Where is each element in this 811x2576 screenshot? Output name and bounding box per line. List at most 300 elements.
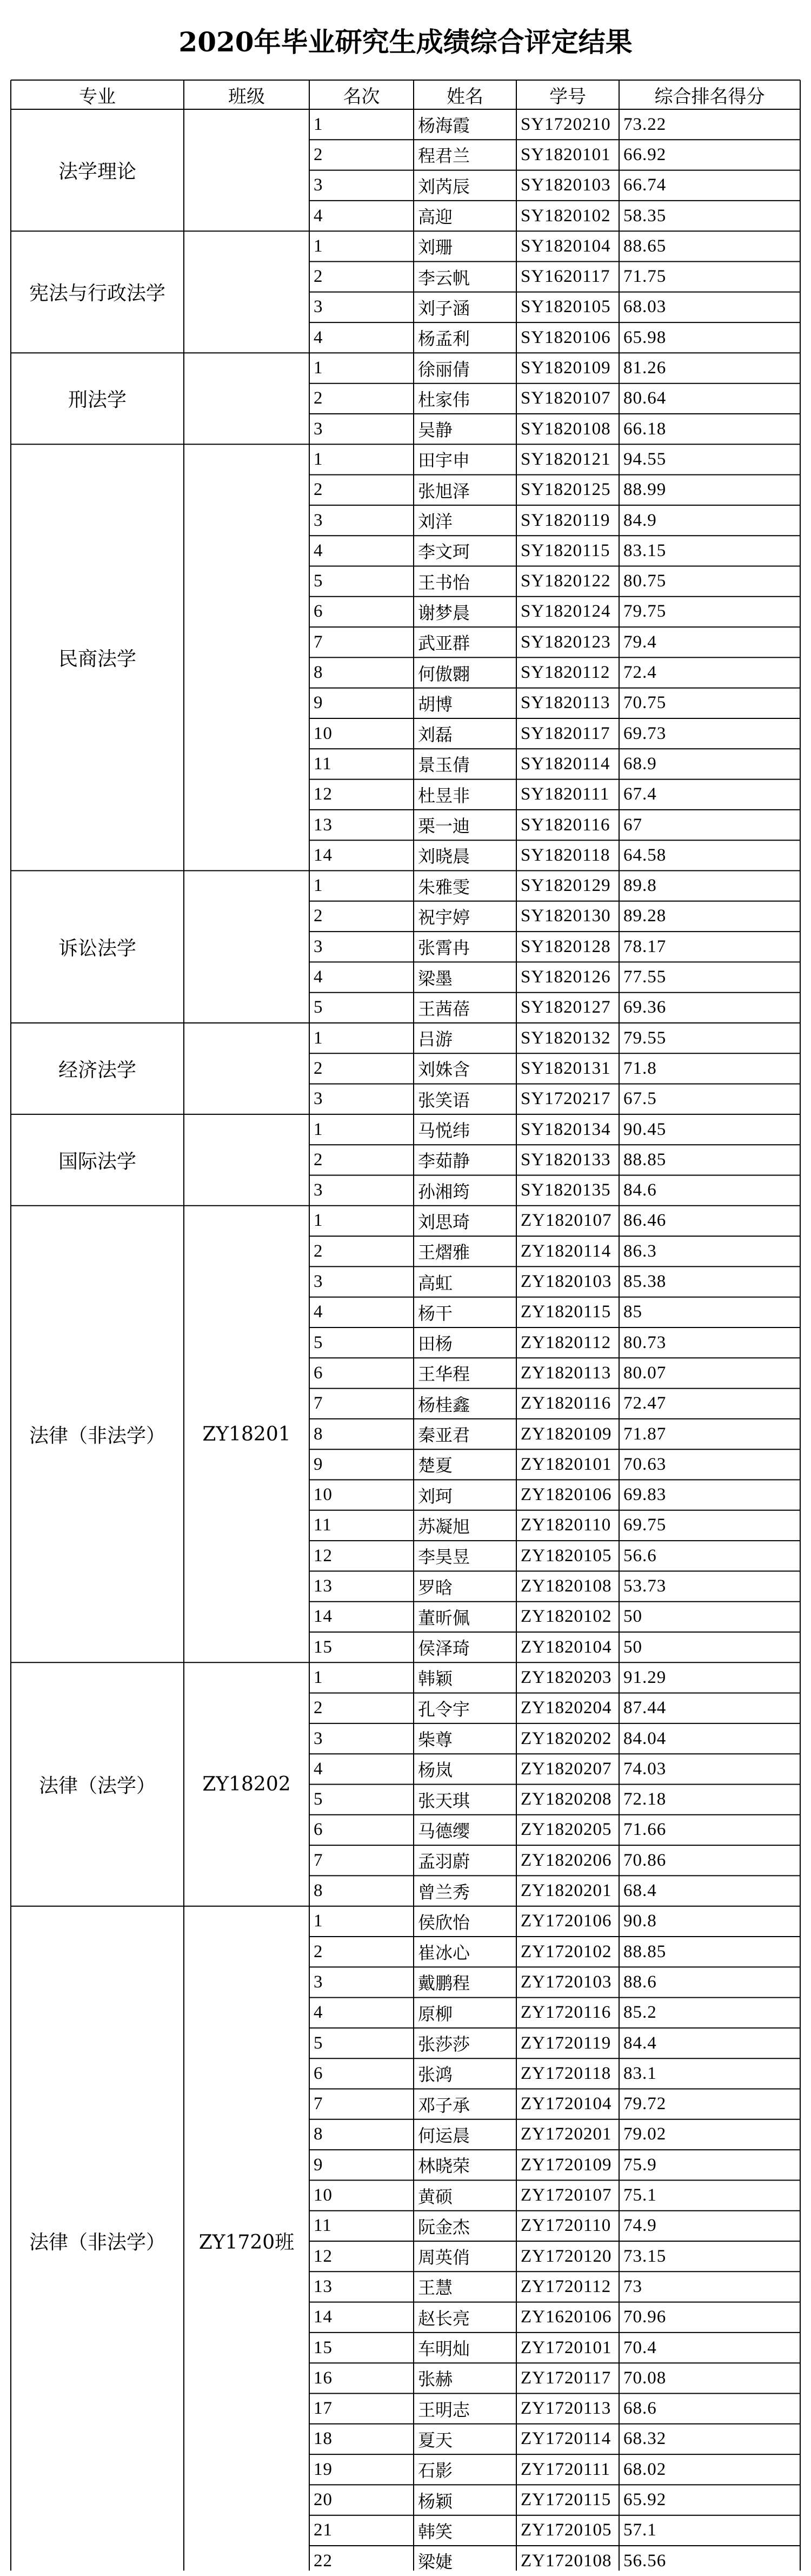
student-id-cell: ZY1820201 (521, 1881, 612, 1901)
student-id-cell: SY1820116 (521, 815, 610, 835)
rank-cell: 1 (314, 1028, 323, 1048)
rank-cell: 6 (314, 602, 323, 622)
rank-cell: 2 (314, 1241, 323, 1261)
rank-cell: 1 (314, 1911, 323, 1931)
rank-cell: 16 (314, 2368, 333, 2388)
rank-cell: 3 (314, 297, 323, 317)
student-id-cell: ZY1820116 (521, 1393, 611, 1414)
header-major: 专业 (79, 85, 116, 108)
score-cell: 75.1 (623, 2185, 657, 2205)
student-id-cell: SY1820106 (521, 327, 611, 347)
major-cell: 民商法学 (58, 648, 136, 670)
score-cell: 89.28 (623, 906, 667, 926)
score-cell: 89.8 (623, 876, 657, 896)
score-cell: 70.4 (623, 2337, 657, 2357)
score-cell: 73.22 (623, 114, 667, 134)
score-cell: 70.08 (623, 2368, 667, 2388)
rank-cell: 8 (314, 1424, 323, 1444)
name-cell: 孔令宇 (418, 1699, 470, 1720)
score-cell: 71.87 (623, 1424, 667, 1444)
rank-cell: 13 (314, 1576, 333, 1596)
name-cell: 武亚群 (418, 633, 470, 654)
score-cell: 79.55 (623, 1028, 667, 1048)
name-cell: 刘子涵 (418, 298, 470, 319)
rank-cell: 4 (314, 206, 323, 226)
student-id-cell: ZY1720201 (521, 2124, 612, 2144)
student-id-cell: ZY1720107 (521, 2185, 612, 2205)
student-id-cell: ZY1720118 (521, 2063, 611, 2083)
student-id-cell: SY1820115 (521, 540, 610, 560)
student-id-cell: ZY1820204 (521, 1698, 612, 1718)
student-id-cell: SY1820126 (521, 967, 611, 987)
student-id-cell: SY1820122 (521, 571, 611, 591)
class-cell (184, 1114, 309, 1206)
score-cell: 71.8 (623, 1058, 657, 1078)
rank-cell: 2 (314, 267, 323, 287)
name-cell: 邓子承 (418, 2095, 470, 2116)
name-cell: 秦亚君 (418, 1425, 470, 1446)
student-id-cell: SY1720210 (521, 114, 611, 134)
rank-cell: 4 (314, 1759, 323, 1779)
name-cell: 董昕佩 (418, 1607, 470, 1628)
student-id-cell: SY1820124 (521, 602, 611, 622)
student-id-cell: ZY1720106 (521, 1911, 612, 1931)
student-id-cell: ZY1720112 (521, 2276, 611, 2296)
score-cell: 64.58 (623, 845, 667, 865)
score-cell: 69.36 (623, 998, 667, 1018)
student-id-cell: ZY1820105 (521, 1545, 612, 1566)
student-id-cell: SY1820135 (521, 1180, 611, 1200)
student-id-cell: ZY1820113 (521, 1363, 611, 1383)
score-cell: 67 (623, 815, 642, 835)
student-id-cell: SY1820129 (521, 876, 611, 896)
student-id-cell: ZY1720111 (521, 2459, 611, 2479)
rank-cell: 10 (314, 2185, 333, 2205)
score-cell: 70.75 (623, 693, 667, 713)
rank-cell: 10 (314, 1485, 333, 1505)
rank-cell: 7 (314, 2094, 323, 2114)
student-id-cell: ZY1820112 (521, 1332, 611, 1352)
name-cell: 李文珂 (418, 541, 470, 563)
score-cell: 65.92 (623, 2490, 667, 2510)
score-cell: 50 (623, 1637, 642, 1657)
rank-cell: 1 (314, 358, 323, 378)
rank-cell: 14 (314, 845, 333, 865)
score-cell: 70.96 (623, 2307, 667, 2327)
header-class: 班级 (228, 85, 265, 108)
major-cell: 诉讼法学 (58, 937, 136, 960)
name-cell: 张天琪 (418, 1790, 470, 1811)
class-cell: ZY1720班 (198, 2231, 295, 2254)
rank-cell: 4 (314, 1302, 323, 1322)
score-cell: 90.45 (623, 1119, 667, 1139)
header-score: 综合排名得分 (654, 85, 765, 108)
student-id-cell: SY1820133 (521, 1150, 611, 1170)
name-cell: 刘洋 (418, 511, 453, 532)
rank-cell: 3 (314, 1089, 323, 1109)
rank-cell: 4 (314, 2003, 323, 2023)
rank-cell: 12 (314, 784, 333, 804)
student-id-cell: ZY1820202 (521, 1728, 612, 1748)
student-id-cell: ZY1820108 (521, 1576, 612, 1596)
rank-cell: 14 (314, 2307, 333, 2327)
name-cell: 吕游 (418, 1029, 453, 1050)
name-cell: 李昊昱 (418, 1547, 470, 1568)
score-cell: 84.6 (623, 1180, 657, 1200)
major-cell: 经济法学 (58, 1059, 136, 1081)
rank-cell: 12 (314, 1545, 333, 1566)
score-cell: 88.85 (623, 1941, 667, 1961)
score-cell: 88.6 (623, 1972, 657, 1992)
name-cell: 景玉倩 (418, 755, 470, 776)
score-cell: 66.92 (623, 144, 667, 164)
major-cell: 法律（法学） (38, 1774, 156, 1797)
name-cell: 杨桂鑫 (418, 1394, 470, 1415)
rank-cell: 8 (314, 663, 323, 683)
student-id-cell: SY1820114 (521, 754, 610, 774)
student-id-cell: ZY1820208 (521, 1789, 612, 1809)
name-cell: 孙湘筠 (418, 1181, 470, 1202)
rank-cell: 17 (314, 2399, 333, 2419)
name-cell: 高迎 (418, 207, 453, 228)
rank-cell: 2 (314, 906, 323, 926)
rank-cell: 3 (314, 1180, 323, 1200)
name-cell: 罗晗 (418, 1577, 453, 1598)
name-cell: 王慧 (418, 2277, 453, 2298)
name-cell: 黄硕 (418, 2186, 453, 2207)
student-id-cell: SY1820127 (521, 998, 611, 1018)
student-id-cell: SY1820131 (521, 1058, 611, 1078)
name-cell: 何傲翾 (418, 663, 470, 684)
student-id-cell: ZY1620106 (521, 2307, 612, 2327)
score-cell: 56.6 (623, 1545, 657, 1566)
score-cell: 69.75 (623, 1515, 667, 1535)
score-cell: 73.15 (623, 2246, 667, 2266)
name-cell: 刘磊 (418, 724, 453, 745)
student-id-cell: ZY1820107 (521, 1211, 612, 1231)
class-cell (184, 1023, 309, 1114)
rank-cell: 2 (314, 480, 323, 500)
major-cell: 法律（非法学） (29, 2231, 165, 2254)
class-cell (184, 109, 309, 231)
student-id-cell: SY1820107 (521, 388, 611, 408)
rank-cell: 13 (314, 815, 333, 835)
rank-cell: 5 (314, 998, 323, 1018)
rank-cell: 8 (314, 1881, 323, 1901)
rank-cell: 5 (314, 1332, 323, 1352)
name-cell: 阮金杰 (418, 2216, 470, 2237)
name-cell: 崔冰心 (418, 1943, 470, 1964)
score-cell: 68.03 (623, 297, 667, 317)
rank-cell: 6 (314, 1820, 323, 1840)
name-cell: 栗一迪 (418, 816, 470, 837)
name-cell: 王熠雅 (418, 1242, 470, 1263)
score-cell: 74.03 (623, 1759, 667, 1779)
score-cell: 85.38 (623, 1272, 667, 1292)
rank-cell: 2 (314, 1058, 323, 1078)
name-cell: 车明灿 (418, 2339, 470, 2360)
score-cell: 66.18 (623, 419, 667, 439)
score-cell: 83.15 (623, 540, 667, 560)
student-id-cell: ZY1820104 (521, 1637, 612, 1657)
name-cell: 吴静 (418, 420, 453, 441)
rank-cell: 9 (314, 1454, 323, 1474)
score-cell: 67.5 (623, 1089, 657, 1109)
major-cell: 法律（非法学） (29, 1424, 165, 1447)
class-cell (184, 231, 309, 353)
score-cell: 88.99 (623, 480, 667, 500)
major-cell: 法学理论 (58, 161, 136, 183)
student-id-cell: SY1820134 (521, 1119, 611, 1139)
name-cell: 刘晓晨 (418, 846, 470, 867)
score-cell: 73 (623, 2276, 642, 2296)
name-cell: 李茹静 (418, 1151, 470, 1172)
name-cell: 侯欣怡 (418, 1912, 470, 1933)
name-cell: 原柳 (418, 2003, 453, 2024)
student-id-cell: ZY1720113 (521, 2399, 611, 2419)
rank-cell: 11 (314, 1515, 332, 1535)
student-id-cell: SY1720217 (521, 1089, 611, 1109)
rank-cell: 3 (314, 175, 323, 195)
rank-cell: 1 (314, 449, 323, 469)
score-cell: 84.04 (623, 1728, 667, 1748)
name-cell: 曾兰秀 (418, 1881, 470, 1903)
rank-cell: 18 (314, 2429, 333, 2449)
rank-cell: 7 (314, 632, 323, 652)
student-id-cell: ZY1820205 (521, 1820, 612, 1840)
score-cell: 68.9 (623, 754, 657, 774)
name-cell: 梁墨 (418, 968, 453, 989)
score-cell: 80.75 (623, 571, 667, 591)
rank-cell: 20 (314, 2490, 333, 2510)
rank-cell: 13 (314, 2276, 333, 2296)
rank-cell: 10 (314, 723, 333, 743)
rank-cell: 21 (314, 2520, 333, 2540)
student-id-cell: SY1820108 (521, 419, 611, 439)
class-cell: ZY18202 (202, 1773, 291, 1795)
student-id-cell: ZY1720119 (521, 2033, 611, 2053)
name-cell: 祝宇婷 (418, 907, 470, 928)
name-cell: 王书怡 (418, 572, 470, 593)
score-cell: 56.56 (623, 2551, 667, 2571)
name-cell: 王华程 (418, 1364, 470, 1385)
score-cell: 68.32 (623, 2429, 667, 2449)
score-cell: 80.64 (623, 388, 667, 408)
score-cell: 91.29 (623, 1667, 667, 1687)
rank-cell: 1 (314, 876, 323, 896)
name-cell: 李云帆 (418, 267, 470, 288)
student-id-cell: ZY1720102 (521, 1941, 612, 1961)
rank-cell: 2 (314, 1941, 323, 1961)
student-id-cell: ZY1820109 (521, 1424, 612, 1444)
score-cell: 94.55 (623, 449, 667, 469)
rank-cell: 3 (314, 419, 323, 439)
student-id-cell: ZY1720117 (521, 2368, 611, 2388)
class-cell (184, 871, 309, 1023)
score-cell: 86.46 (623, 1211, 667, 1231)
name-cell: 石影 (418, 2460, 453, 2481)
rank-cell: 14 (314, 1607, 333, 1627)
student-id-cell: ZY1720109 (521, 2155, 612, 2175)
name-cell: 王茜蓓 (418, 998, 470, 1019)
name-cell: 楚夏 (418, 1455, 453, 1476)
name-cell: 田杨 (418, 1333, 453, 1355)
name-cell: 孟羽蔚 (418, 1851, 470, 1872)
score-cell: 66.74 (623, 175, 667, 195)
name-cell: 王明志 (418, 2399, 470, 2420)
rank-cell: 2 (314, 1150, 323, 1170)
student-id-cell: ZY1820103 (521, 1272, 612, 1292)
rank-cell: 3 (314, 1728, 323, 1748)
name-cell: 马悦纬 (418, 1120, 470, 1141)
name-cell: 朱雅雯 (418, 876, 470, 897)
name-cell: 杜昱非 (418, 785, 470, 806)
name-cell: 徐丽倩 (418, 359, 470, 380)
student-id-cell: SY1820104 (521, 236, 611, 256)
score-cell: 68.02 (623, 2459, 667, 2479)
name-cell: 何运晨 (418, 2125, 470, 2146)
score-cell: 90.8 (623, 1911, 657, 1931)
name-cell: 刘芮辰 (418, 176, 470, 197)
score-cell: 69.83 (623, 1485, 667, 1505)
name-cell: 赵长亮 (418, 2308, 470, 2329)
rank-cell: 8 (314, 2124, 323, 2144)
student-id-cell: SY1820113 (521, 693, 610, 713)
score-cell: 81.26 (623, 358, 667, 378)
rank-cell: 5 (314, 571, 323, 591)
score-cell: 50 (623, 1607, 642, 1627)
score-cell: 72.47 (623, 1393, 667, 1414)
student-id-cell: SY1820105 (521, 297, 611, 317)
score-cell: 72.4 (623, 663, 657, 683)
score-cell: 80.73 (623, 1332, 667, 1352)
student-id-cell: ZY1720116 (521, 2003, 611, 2023)
name-cell: 张笑语 (418, 1089, 470, 1111)
student-id-cell: SY1820101 (521, 144, 611, 164)
name-cell: 刘珊 (418, 237, 453, 258)
name-cell: 杨岚 (418, 1760, 453, 1781)
rank-cell: 2 (314, 388, 323, 408)
name-cell: 谢梦晨 (418, 602, 470, 623)
major-cell: 宪法与行政法学 (29, 282, 165, 305)
student-id-cell: ZY1720104 (521, 2094, 612, 2114)
score-cell: 65.98 (623, 327, 667, 347)
class-cell (184, 353, 309, 444)
score-cell: 75.9 (623, 2155, 657, 2175)
name-cell: 柴尊 (418, 1729, 453, 1751)
score-cell: 69.73 (623, 723, 667, 743)
student-id-cell: ZY1820206 (521, 1850, 612, 1870)
student-id-cell: SY1820112 (521, 663, 610, 683)
score-cell: 72.18 (623, 1789, 667, 1809)
score-cell: 87.44 (623, 1698, 667, 1718)
name-cell: 梁婕 (418, 2552, 453, 2573)
student-id-cell: ZY1720115 (521, 2490, 611, 2510)
name-cell: 杨颖 (418, 2491, 453, 2512)
student-id-cell: ZY1820101 (521, 1454, 612, 1474)
header-student-id: 学号 (549, 85, 586, 108)
rank-cell: 3 (314, 1972, 323, 1992)
student-id-cell: SY1820125 (521, 480, 611, 500)
name-cell: 林晓荣 (418, 2156, 470, 2177)
name-cell: 侯泽琦 (418, 1638, 470, 1659)
rank-cell: 22 (314, 2551, 333, 2571)
student-id-cell: ZY1820114 (521, 1241, 611, 1261)
score-cell: 71.75 (623, 267, 667, 287)
score-cell: 84.4 (623, 2033, 657, 2053)
student-id-cell: ZY1820115 (521, 1302, 611, 1322)
name-cell: 韩颖 (418, 1668, 453, 1689)
rank-cell: 5 (314, 1789, 323, 1809)
name-cell: 张霄冉 (418, 937, 470, 959)
rank-cell: 9 (314, 693, 323, 713)
score-cell: 88.85 (623, 1150, 667, 1170)
name-cell: 张莎莎 (418, 2034, 470, 2055)
name-cell: 韩笑 (418, 2521, 453, 2542)
name-cell: 张鸿 (418, 2064, 453, 2085)
student-id-cell: ZY1720108 (521, 2551, 612, 2571)
name-cell: 刘珂 (418, 1485, 453, 1507)
rank-cell: 15 (314, 2337, 333, 2357)
name-cell: 刘思琦 (418, 1211, 470, 1232)
student-id-cell: SY1820123 (521, 632, 611, 652)
rank-cell: 3 (314, 510, 323, 530)
score-cell: 70.86 (623, 1850, 667, 1870)
student-id-cell: SY1820119 (521, 510, 610, 530)
rank-cell: 5 (314, 2033, 323, 2053)
score-cell: 79.4 (623, 632, 657, 652)
score-cell: 85.2 (623, 2003, 657, 2023)
score-cell: 70.63 (623, 1454, 667, 1474)
student-id-cell: ZY1820203 (521, 1667, 612, 1687)
name-cell: 杨干 (418, 1303, 453, 1324)
student-id-cell: ZY1820102 (521, 1607, 612, 1627)
student-id-cell: ZY1720101 (521, 2337, 612, 2357)
score-cell: 78.17 (623, 936, 667, 956)
student-id-cell: SY1820109 (521, 358, 611, 378)
header-rank: 名次 (343, 85, 380, 108)
student-id-cell: ZY1820106 (521, 1485, 612, 1505)
rank-cell: 11 (314, 2216, 332, 2236)
rank-cell: 1 (314, 114, 323, 134)
student-id-cell: SY1820121 (521, 449, 611, 469)
rank-cell: 1 (314, 1119, 323, 1139)
rank-cell: 7 (314, 1393, 323, 1414)
student-id-cell: SY1820117 (521, 723, 610, 743)
rank-cell: 12 (314, 2246, 333, 2266)
student-id-cell: SY1820128 (521, 936, 611, 956)
score-cell: 79.02 (623, 2124, 667, 2144)
score-cell: 84.9 (623, 510, 657, 530)
rank-cell: 11 (314, 754, 332, 774)
name-cell: 周英俏 (418, 2247, 470, 2268)
score-cell: 83.1 (623, 2063, 657, 2083)
class-cell (184, 444, 309, 870)
name-cell: 马德缨 (418, 1820, 470, 1841)
name-cell: 高虹 (418, 1272, 453, 1293)
student-id-cell: SY1820132 (521, 1028, 611, 1048)
name-cell: 胡博 (418, 693, 453, 715)
name-cell: 杨海霞 (418, 115, 470, 136)
name-cell: 杜家伟 (418, 389, 470, 410)
score-cell: 79.72 (623, 2094, 667, 2114)
student-id-cell: ZY1820207 (521, 1759, 612, 1779)
score-cell: 85 (623, 1302, 642, 1322)
score-cell: 71.66 (623, 1820, 667, 1840)
name-cell: 张赫 (418, 2369, 453, 2390)
rank-cell: 6 (314, 1363, 323, 1383)
rank-cell: 3 (314, 1272, 323, 1292)
